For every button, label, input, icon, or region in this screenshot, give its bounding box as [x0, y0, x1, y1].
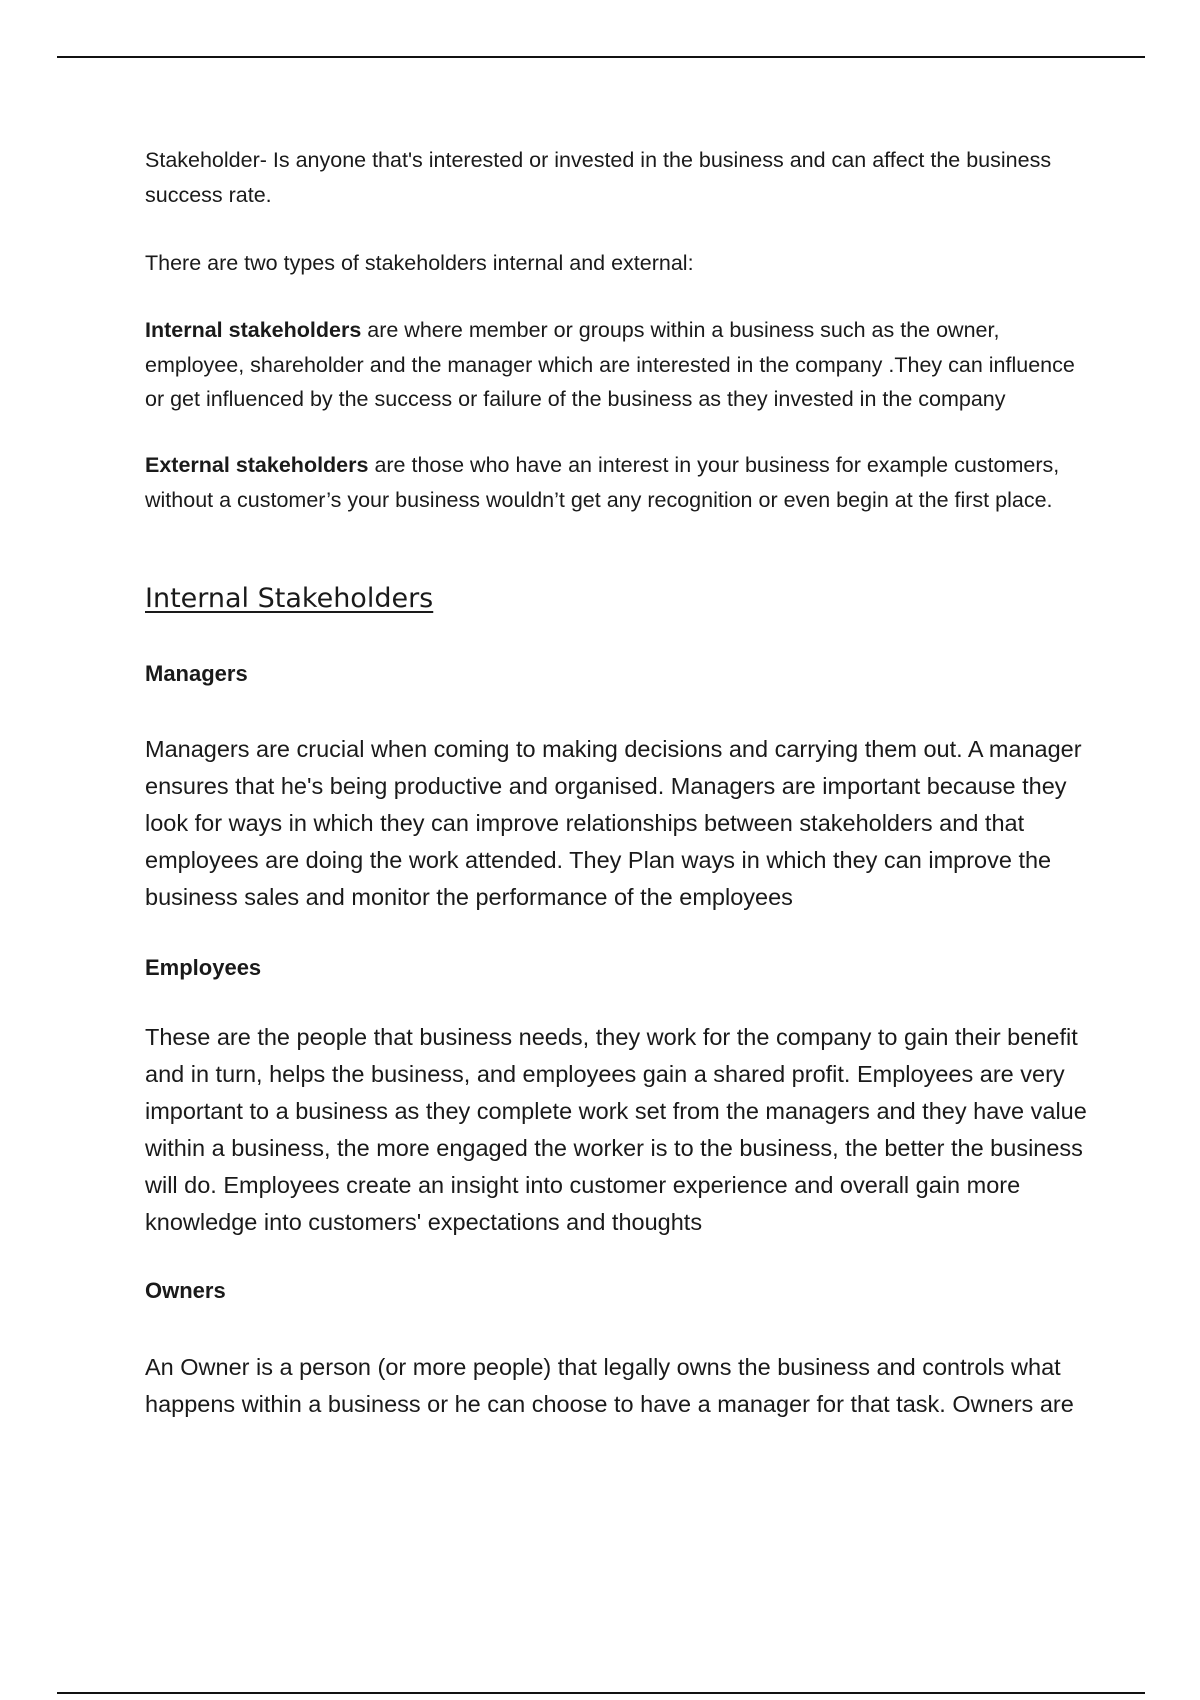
managers-body: Managers are crucial when coming to making decisions and carrying them out. A manager ensures that he's being productive and organised. Managers are important because they look for ways in which they can improve relationships between stakeholders and that employees are doing the work attended. They Plan ways in which they can improve the business sales and monitor the performance of the employees: [145, 736, 1082, 910]
owners-body: An Owner is a person (or more people) that legally owns the business and controls what happens within a business or he can choose to have a manager for that task. Owners are: [145, 1354, 1074, 1417]
external-stakeholders-term: External stakeholders: [145, 453, 369, 477]
owners-heading: Owners: [145, 1278, 226, 1303]
footer-rule: [57, 1692, 1145, 1694]
external-stakeholders-paragraph: [145, 448, 1085, 517]
internal-stakeholders-text: are where member or groups within a business such as the owner, employee, shareholder and the manager which are interested in the company .They can influence or get influenced by the success or failure of the business as they invested in the company: [145, 318, 1075, 411]
employees-heading: Employees: [145, 955, 262, 980]
managers-heading: Managers: [145, 661, 248, 686]
internal-stakeholders-term: Internal stakeholders: [145, 318, 362, 342]
section-heading: Internal Stakeholders: [145, 583, 434, 614]
external-stakeholders-text: are those who have an interest in your business for example customers, without a customer’s your business wouldn’t get any recognition or even begin at the first place.: [145, 453, 1060, 512]
employees-body: These are the people that business needs, they work for the company to gain their benefit and in turn, helps the business, and employees gain a shared profit. Employees are very important to a business as they complete work set from the managers and they have value within a business, the more engaged the worker is to the business, the better the business will do. Employees create an insight into customer experience and overall gain more knowledge into customers' expectations and thoughts: [145, 1024, 1087, 1235]
stakeholder-types: There are two types of stakeholders internal and external:: [145, 251, 694, 275]
header-rule: [57, 56, 1145, 58]
internal-stakeholders-paragraph: [145, 313, 1085, 417]
stakeholder-definition: Stakeholder- Is anyone that's interested or invested in the business and can affect the business success rate.: [145, 148, 1052, 207]
